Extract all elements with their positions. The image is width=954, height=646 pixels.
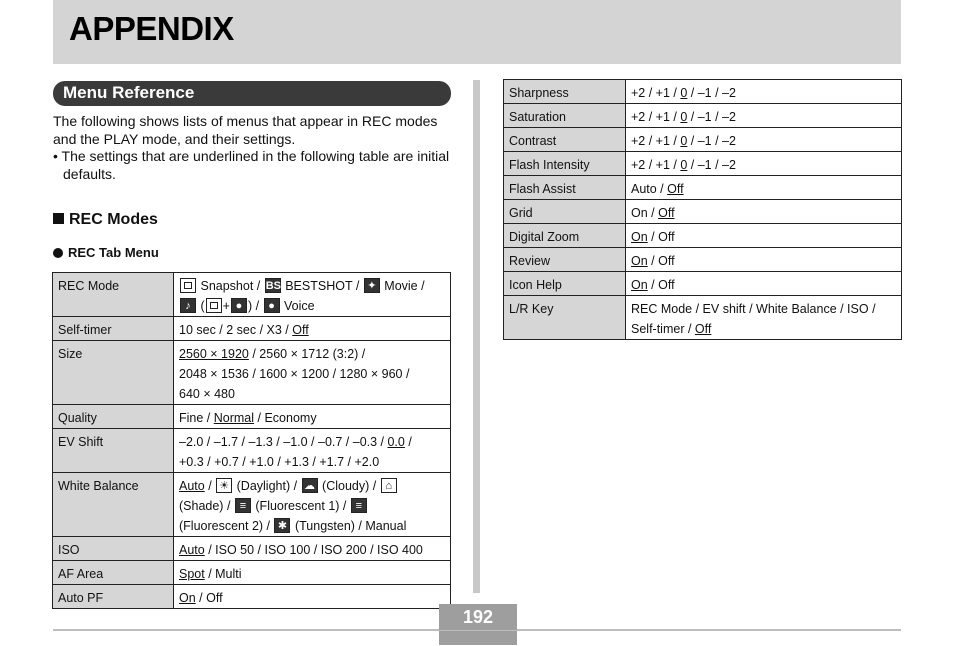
header-band: [53, 0, 901, 64]
setting-name: Icon Help: [504, 272, 626, 296]
movie-icon: ✦: [364, 278, 380, 293]
setting-options: On / Off: [626, 224, 902, 248]
column-divider: [473, 80, 480, 593]
setting-options: On / Off: [626, 272, 902, 296]
table-row: [53, 585, 451, 609]
table-row: [53, 537, 451, 561]
setting-options: –2.0 / –1.7 / –1.3 / –1.0 / –0.7 / –0.3 / 0.0 / +0.3 / +0.7 / +1.0 / +1.3 / +1.7 / +2.0: [174, 429, 451, 473]
section-bar: [53, 81, 451, 106]
table-row: [504, 80, 902, 104]
setting-name: Flash Assist: [504, 176, 626, 200]
setting-name: Saturation: [504, 104, 626, 128]
setting-name: L/R Key: [504, 296, 626, 340]
setting-options: 10 sec / 2 sec / X3 / Off: [174, 317, 451, 341]
fluorescent-1-icon: ≡: [235, 498, 251, 513]
page-title: APPENDIX: [69, 10, 234, 47]
setting-options: On / Off: [626, 200, 902, 224]
table-row: [53, 341, 451, 405]
table-row: [53, 561, 451, 585]
square-bullet-icon: [53, 213, 64, 224]
setting-name: AF Area: [53, 561, 174, 585]
shade-icon: ⌂: [381, 478, 397, 493]
tungsten-icon: ✱: [274, 518, 290, 533]
setting-options: Spot / Multi: [174, 561, 451, 585]
table-row: [504, 104, 902, 128]
circle-bullet-icon: [53, 248, 63, 258]
cloud-icon: ☁: [302, 478, 318, 493]
setting-options: +2 / +1 / 0 / –1 / –2: [626, 128, 902, 152]
rec-tab-menu-table-continued: [503, 79, 902, 340]
bestshot-icon: BS: [265, 280, 282, 292]
setting-name: EV Shift: [53, 429, 174, 473]
page-number-tab: [439, 631, 517, 645]
setting-name: Digital Zoom: [504, 224, 626, 248]
setting-name: ISO: [53, 537, 174, 561]
music-note-icon: ♪: [180, 298, 196, 313]
setting-options: +2 / +1 / 0 / –1 / –2: [626, 152, 902, 176]
microphone-icon: ●: [264, 298, 280, 313]
setting-options: +2 / +1 / 0 / –1 / –2: [626, 80, 902, 104]
page-number: 192: [439, 604, 517, 630]
intro-text: [53, 113, 453, 183]
table-row: [504, 296, 902, 340]
setting-options: 2560 × 1920 / 2560 × 1712 (3:2) / 2048 × 1536 / 1600 × 1200 / 1280 × 960 / 640 × 480: [174, 341, 451, 405]
rec-tab-title: REC Tab Menu: [68, 245, 159, 260]
table-row: [504, 224, 902, 248]
table-row: [504, 248, 902, 272]
setting-options: On / Off: [174, 585, 451, 609]
setting-options: Auto / Off: [626, 176, 902, 200]
setting-name: Quality: [53, 405, 174, 429]
setting-name: Grid: [504, 200, 626, 224]
intro-bullet: • The settings that are underlined in the following table are initial defaults.: [53, 148, 450, 182]
rec-tab-heading: [53, 245, 159, 260]
table-row: [504, 200, 902, 224]
setting-options: REC Mode / EV shift / White Balance / ISO / Self-timer / Off: [626, 296, 902, 340]
setting-options: Auto / ISO 50 / ISO 100 / ISO 200 / ISO 400: [174, 537, 451, 561]
setting-options: +2 / +1 / 0 / –1 / –2: [626, 104, 902, 128]
setting-name: Review: [504, 248, 626, 272]
setting-name: Sharpness: [504, 80, 626, 104]
setting-options: On / Off: [626, 248, 902, 272]
sun-icon: ☀: [216, 478, 232, 493]
intro-paragraph: The following shows lists of menus that appear in REC modes and the PLAY mode, and their settings.: [53, 113, 438, 147]
table-row: [504, 176, 902, 200]
setting-name: REC Mode: [53, 273, 174, 317]
snapshot-icon: [180, 278, 196, 293]
setting-name: Auto PF: [53, 585, 174, 609]
table-row: [53, 429, 451, 473]
setting-name: Size: [53, 341, 174, 405]
rec-modes-title: REC Modes: [69, 211, 158, 228]
table-row: [504, 128, 902, 152]
setting-name: Self-timer: [53, 317, 174, 341]
snapshot-icon: [206, 298, 222, 313]
table-row: [53, 273, 451, 317]
setting-name: Contrast: [504, 128, 626, 152]
microphone-icon: ●: [231, 298, 247, 313]
section-title: Menu Reference: [63, 83, 195, 102]
table-row: [53, 405, 451, 429]
table-row: [504, 272, 902, 296]
setting-name: Flash Intensity: [504, 152, 626, 176]
table-row: [53, 317, 451, 341]
setting-options: Auto / ☀ (Daylight) / ☁ (Cloudy) / ⌂ (Shade) / ≡ (Fluorescent 1) / ≡ (Fluorescent 2) / ✱ (Tungsten) / Manual: [174, 473, 451, 537]
setting-options: Snapshot / BS BESTSHOT / ✦ Movie / ♪ ( + ● ) / ● Voice: [174, 273, 451, 317]
setting-options: Fine / Normal / Economy: [174, 405, 451, 429]
rec-modes-heading: [53, 211, 158, 229]
setting-name: White Balance: [53, 473, 174, 537]
table-row: [504, 152, 902, 176]
rec-tab-menu-table: [52, 272, 451, 609]
fluorescent-2-icon: ≡: [351, 498, 367, 513]
table-row: [53, 473, 451, 537]
